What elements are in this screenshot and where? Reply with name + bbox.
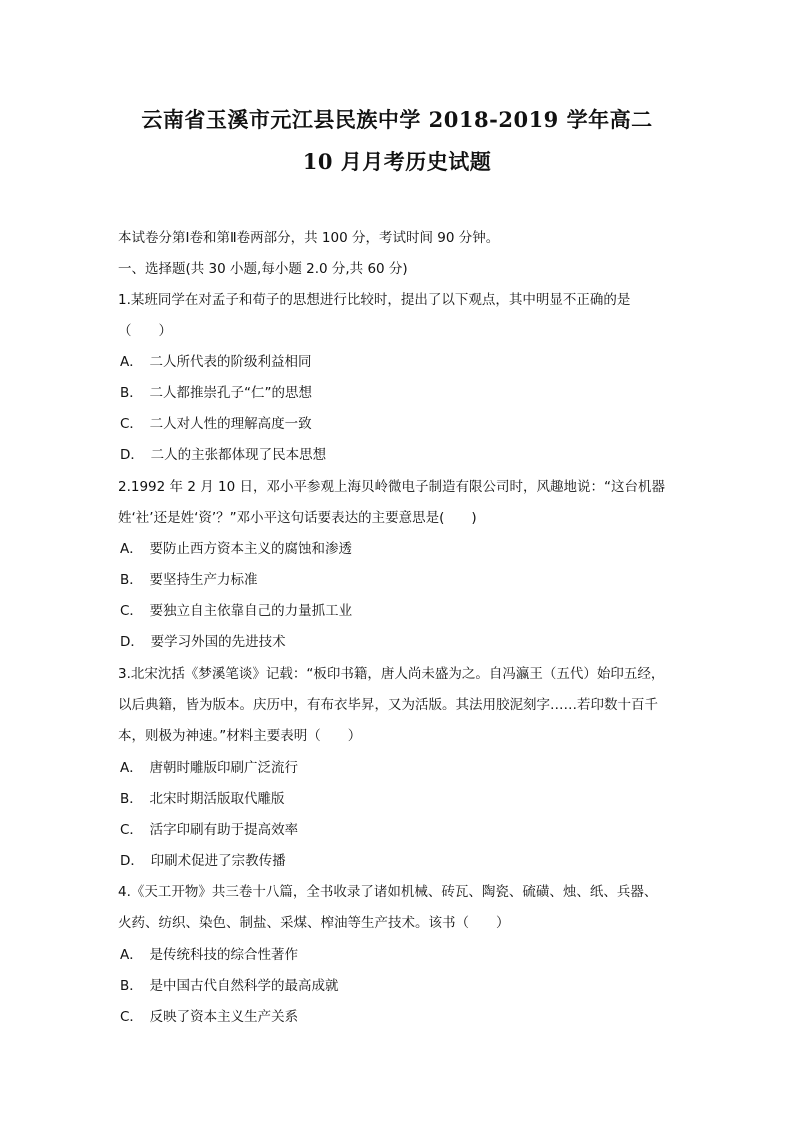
question-3-stem-line-3: 本，则极为神速。”材料主要表明（ ） xyxy=(118,728,362,744)
question-3-option-c: C． 活字印刷有助于提高效率 xyxy=(120,822,299,838)
question-2-option-a: A． 要防止西方资本主义的腐蚀和渗透 xyxy=(120,541,352,557)
question-1-stem-line-2: （ ） xyxy=(118,323,172,339)
question-1-option-d: D． 二人的主张都体现了民本思想 xyxy=(120,447,327,463)
question-4-option-a: A． 是传统科技的综合性著作 xyxy=(120,947,298,963)
question-1-option-b: B． 二人都推崇孔子“仁”的思想 xyxy=(120,385,312,401)
question-2-stem-line-2: 姓‘社’还是姓‘资’？”邓小平这句话要表达的主要意思是( ) xyxy=(118,510,477,526)
question-3-option-b: B． 北宋时期活版取代雕版 xyxy=(120,791,285,807)
question-3-option-a: A． 唐朝时雕版印刷广泛流行 xyxy=(120,760,298,776)
question-3-option-d: D． 印刷术促进了宗教传播 xyxy=(120,853,286,869)
question-4-option-c: C． 反映了资本主义生产关系 xyxy=(120,1009,299,1025)
question-4-stem-line-1: 4.《天工开物》共三卷十八篇，全书收录了诸如机械、砖瓦、陶瓷、硫磺、烛、纸、兵器、 xyxy=(118,884,658,900)
question-1-stem-line-1: 1.某班同学在对孟子和荀子的思想进行比较时，提出了以下观点，其中明显不正确的是 xyxy=(118,292,631,308)
exam-intro: 本试卷分第Ⅰ卷和第Ⅱ卷两部分，共 100 分，考试时间 90 分钟。 xyxy=(118,230,500,246)
question-3-stem-line-1: 3.北宋沈括《梦溪笔谈》记载：“板印书籍，唐人尚未盛为之。自冯瀛王（五代）始印五经， xyxy=(118,666,665,682)
question-3-stem-line-2: 以后典籍，皆为版本。庆历中，有布衣毕昇，又为活版。其法用胶泥刻字……若印数十百千 xyxy=(118,697,658,713)
question-2-option-b: B． 要坚持生产力标准 xyxy=(120,572,258,588)
exam-title-line-1: 云南省玉溪市元江县民族中学 2018-2019 学年高二 xyxy=(141,107,653,132)
question-2-option-c: C． 要独立自主依靠自己的力量抓工业 xyxy=(120,603,353,619)
question-4-option-b: B． 是中国古代自然科学的最高成就 xyxy=(120,978,339,994)
question-2-stem-line-1: 2.1992 年 2 月 10 日，邓小平参观上海贝岭微电子制造有限公司时，风趣地说：“这台机器 xyxy=(118,479,665,495)
question-1-option-c: C． 二人对人性的理解高度一致 xyxy=(120,416,312,432)
question-2-option-d: D． 要学习外国的先进技术 xyxy=(120,634,286,650)
section-heading: 一、选择题(共 30 小题,每小题 2.0 分,共 60 分) xyxy=(118,261,408,277)
question-4-stem-line-2: 火药、纺织、染色、制盐、采煤、榨油等生产技术。该书（ ） xyxy=(118,915,510,931)
exam-title-line-2: 10 月月考历史试题 xyxy=(302,149,492,174)
question-1-option-a: A． 二人所代表的阶级利益相同 xyxy=(120,354,312,370)
